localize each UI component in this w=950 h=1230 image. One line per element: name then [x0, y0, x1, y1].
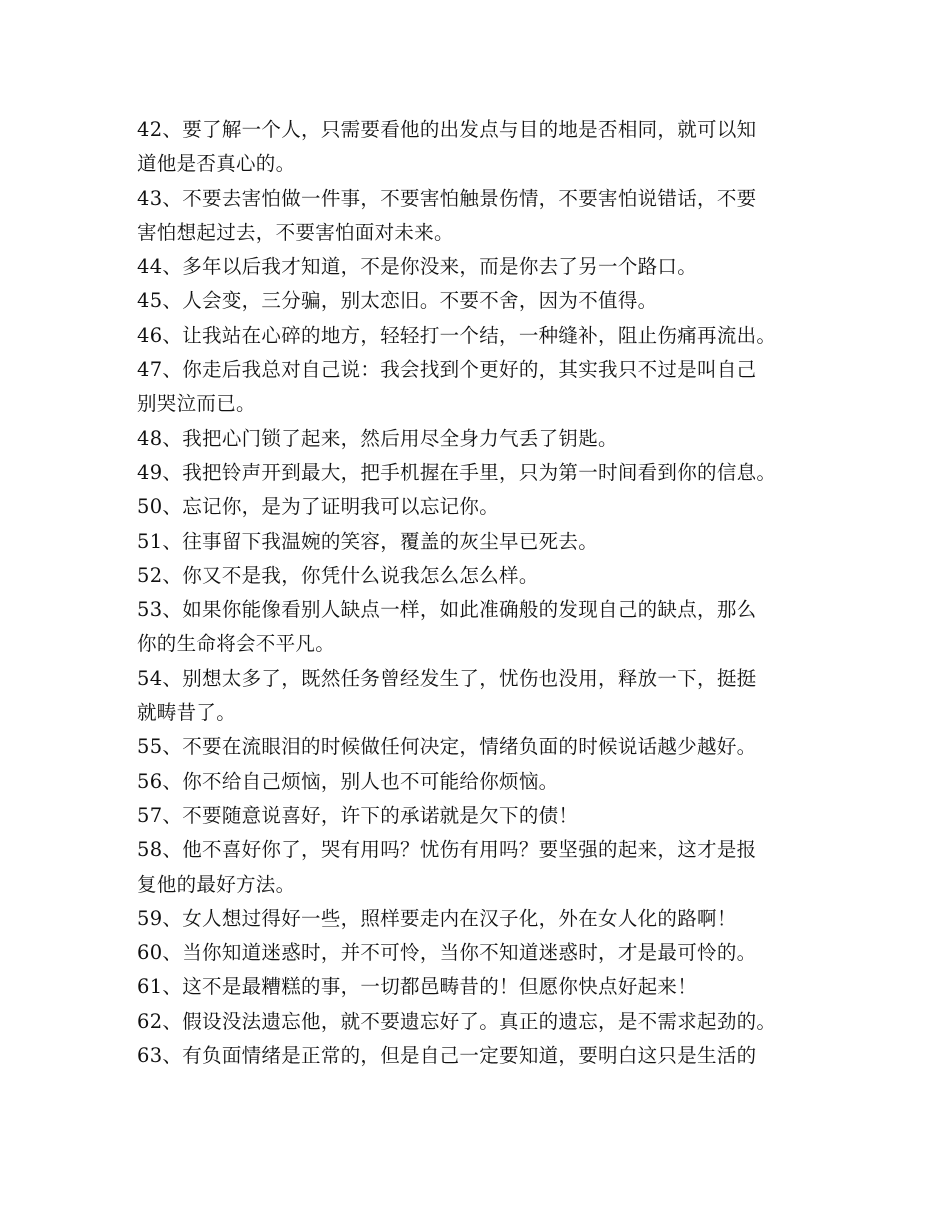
text-line: 50、忘记你，是为了证明我可以忘记你。	[137, 495, 500, 519]
text-line: 63、有负面情绪是正常的，但是自己一定要知道，要明白这只是生活的	[137, 1044, 757, 1068]
text-line: 51、往事留下我温婉的笑容，覆盖的灰尘早已死去。	[137, 529, 599, 553]
text-line: 48、我把心门锁了起来，然后用尽全身力气丢了钥匙。	[137, 426, 618, 450]
text-line: 52、你又不是我，你凭什么说我怎么怎么样。	[137, 563, 539, 587]
document-body	[137, 113, 827, 1073]
text-line: 42、要了解一个人，只需要看他的出发点与目的地是否相同，就可以知	[137, 118, 757, 141]
text-line: 43、不要去害怕做一件事，不要害怕触景伤情，不要害怕说错话，不要	[137, 186, 757, 210]
text-line: 61、这不是最糟糕的事，一切都邑畴昔的！但愿你快点好起来！	[137, 975, 698, 999]
text-line: 58、他不喜好你了，哭有用吗？忧伤有用吗？要坚强的起来，这才是报	[137, 838, 757, 862]
text-line: 47、你走后我总对自己说：我会找到个更好的，其实我只不过是叫自己	[137, 358, 757, 382]
text-line: 53、如果你能像看别人缺点一样，如此准确般的发现自己的缺点，那么	[137, 598, 757, 622]
text-line: 55、不要在流眼泪的时候做任何决定，情绪负面的时候说话越少越好。	[137, 735, 757, 759]
text-line: 56、你不给自己烦恼，别人也不可能给你烦恼。	[137, 769, 559, 793]
text-line: 45、人会变，三分骗，别太恋旧。不要不舍，因为不值得。	[137, 289, 658, 313]
text-line: 你的生命将会不平凡。	[137, 632, 336, 656]
text-line: 60、当你知道迷惑时，并不可怜，当你不知道迷惑时，才是最可怜的。	[137, 941, 757, 965]
text-line: 就畴昔了。	[137, 701, 237, 725]
text-line: 复他的最好方法。	[137, 872, 296, 896]
text-line: 49、我把铃声开到最大，把手机握在手里，只为第一时间看到你的信息。	[137, 460, 777, 484]
text-line: 别哭泣而已。	[137, 392, 256, 416]
text-line: 害怕想起过去，不要害怕面对未来。	[137, 220, 454, 244]
text-line: 57、不要随意说喜好，许下的承诺就是欠下的债！	[137, 803, 579, 827]
text-line: 46、让我站在心碎的地方，轻轻打一个结，一种缝补，阻止伤痛再流出。	[137, 323, 777, 347]
text-line: 59、女人想过得好一些，照样要走内在汉子化，外在女人化的路啊！	[137, 906, 737, 930]
text-line: 44、多年以后我才知道，不是你没来，而是你去了另一个路口。	[137, 255, 698, 279]
text-line: 62、假设没法遗忘他，就不要遗忘好了。真正的遗忘，是不需求起劲的。	[137, 1009, 777, 1033]
text-line: 道他是否真心的。	[137, 152, 296, 176]
text-line: 54、别想太多了，既然任务曾经发生了，忧伤也没用，释放一下，挺挺	[137, 666, 757, 690]
